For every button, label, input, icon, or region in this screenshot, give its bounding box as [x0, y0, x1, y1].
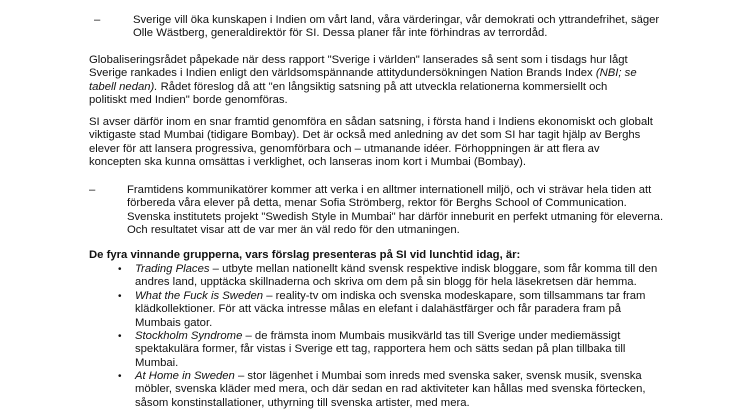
text-line: Globaliseringsrådet påpekade när dess rapport "Sverige i världen" lanserades så sent som i tisdags hur lågt: [89, 54, 628, 66]
text-line: förbereda våra elever på detta, menar Sofia Strömberg, rektor för Berghs School of Communication.: [127, 197, 627, 210]
paragraph-si-avser: [89, 116, 653, 170]
group-description: – stor lägenhet i Mumbai som inreds med svenska saker, svensk musik, svenska: [234, 370, 642, 382]
text-span: Rådet föreslog då att "en långsiktig satsning på att utveckla relationerna kommersiellt och: [157, 80, 608, 93]
group-name: Stockholm Syndrome: [135, 330, 243, 342]
text-line: Svenska institutets projekt "Swedish Style in Mumbai" har därför inneburit en perfekt utmaning för eleverna.: [127, 210, 664, 223]
bullet-icon: •: [118, 291, 122, 302]
text-line: [89, 67, 637, 80]
text-line: såsom konstinstallationer, uthyrning till svenska artister, med mera.: [135, 396, 470, 409]
group-name: What the Fuck is Sweden: [135, 290, 264, 302]
text-line: viktigaste stad Mumbai (tidigare Bombay). Det är också med anledning av det som SI har tagit hjälp av Berghs: [89, 129, 641, 142]
text-line: klädkollektioner. För att väcka intresse målas en elefant i dalahästfärger och får paradera fram på: [135, 303, 622, 316]
italic-text: tabell nedan).: [89, 80, 158, 93]
text-line: Och resultatet visar att de var mer än väl redo för den utmaningen.: [127, 224, 460, 237]
text-line: andres land, upptäcka skillnaderna och skriva om dem på sin blogg för hela läsekretsen där hemma.: [135, 276, 637, 289]
text-line: Sverige vill öka kunskapen i Indien om vårt land, våra värderingar, vår demokrati och yttrandefrihet, säger: [133, 14, 660, 26]
group-name: At Home in Sweden: [135, 370, 235, 382]
text-line: [89, 81, 637, 94]
section-heading: De fyra vinnande grupperna, vars förslag presenteras på SI vid lunchtid idag, är:: [89, 249, 521, 261]
group-description: – reality-tv om indiska och svenska modeskapare, som tillsammans tar fram: [263, 290, 646, 302]
text-line: [135, 330, 625, 343]
group-description: – utbyte mellan nationellt känd svensk respektive indisk bloggare, som får komma till den: [209, 263, 658, 275]
list-item: [135, 290, 645, 330]
bullet-icon: •: [118, 331, 122, 342]
italic-text: (NBI; se: [595, 67, 637, 80]
text-line: Mumbai.: [135, 356, 179, 369]
text-line: spektakulära former, får vistas i Sverige ett tag, rapportera hem och sätts sedan på plan tillbaka till: [135, 343, 626, 356]
text-line: SI avser därför inom en snar framtid genomföra en sådan satsning, i första hand i Indiens ekonomiskt och globalt: [89, 116, 653, 128]
bullet-icon: •: [118, 264, 122, 275]
list-item: [135, 263, 657, 290]
quote-dash: –: [89, 184, 96, 196]
text-line: [135, 290, 645, 303]
group-description: – de främsta inom Mumbais musikvärld tas till Sverige under mediemässigt: [242, 330, 621, 342]
text-line: Olle Wästberg, generaldirektör för SI. Dessa planer får inte förhindras av terrordåd.: [133, 27, 548, 40]
quote-sverige: [133, 14, 659, 41]
list-item: [135, 370, 646, 410]
text-line: [135, 370, 646, 383]
text-line: elever för att lansera progressiva, genomförbara och – utmanande idéer. Förhoppningen är att flera av: [89, 142, 600, 155]
text-line: politiskt med Indien" borde genomföras.: [89, 94, 288, 107]
text-line: koncepten ska kunna omsättas i verklighet, och lanseras inom kort i Mumbai (Bombay).: [89, 156, 527, 169]
paragraph-globaliseringsradet: [89, 54, 637, 108]
text-line: möbler, svenska kläder med mera, och där sedan en rad aktiviteter kan hållas med svenska förtecken,: [135, 383, 646, 396]
text-line: Framtidens kommunikatörer kommer att verka i en alltmer internationell miljö, och vi strävar hela tiden att: [127, 184, 652, 196]
text-line: [135, 263, 657, 276]
text-line: Mumbais gator.: [135, 316, 213, 329]
group-name: Trading Places: [135, 263, 210, 275]
text-span: Sverige rankades i Indien enligt den världsomspännande attitydundersökningen Nation Brands Index: [89, 67, 596, 80]
quote-dash: –: [94, 14, 101, 26]
list-item: [135, 330, 625, 370]
bullet-icon: •: [118, 371, 122, 382]
quote-framtidens: [127, 184, 663, 238]
